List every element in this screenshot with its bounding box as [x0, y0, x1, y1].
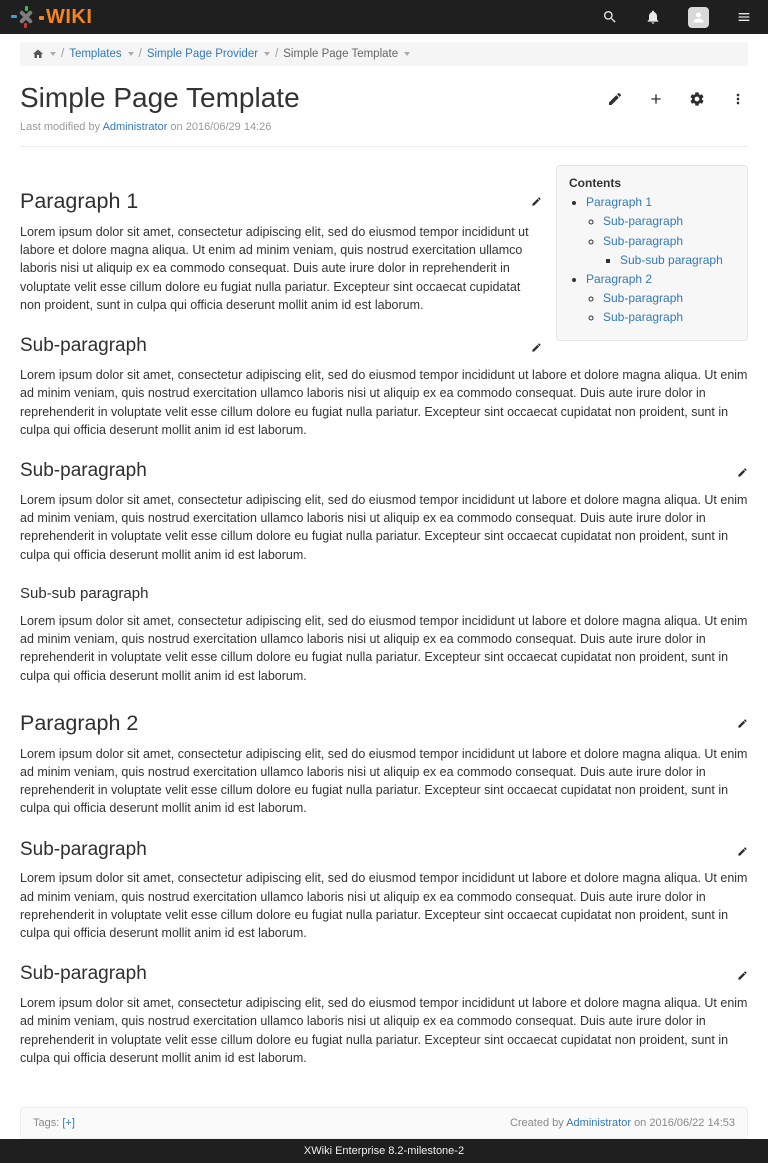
edit-pencil-icon[interactable] [607, 91, 623, 107]
breadcrumb-item-simple-page-provider[interactable]: Simple Page Provider [146, 48, 259, 60]
chevron-down-icon[interactable] [50, 52, 56, 56]
breadcrumb-separator: / [275, 48, 279, 60]
document-content [0, 163, 768, 1080]
home-icon[interactable] [32, 48, 44, 60]
version-footer-bar [0, 1139, 768, 1163]
section-heading-text: Sub-paragraph [20, 963, 147, 985]
section-paragraph-text: Lorem ipsum dolor sit amet, consectetur adipiscing elit, sed do eiusmod tempor incididunt ut labore et dolore magna aliqua. Ut enim ad minim veniam, quis nostrud exercitation ullamco laboris nisi ut aliquip ex ea commodo consequat. Duis aute irure dolor in reprehenderit in voluptate velit esse cillum dolore eu fugiat nulla pariatur. Excepteur sint occaecat cupidatat non proident, sunt in culpa qui officia deserunt mollit anim id est laborum. [20, 224, 529, 312]
last-modified-suffix: on 2016/06/29 14:26 [170, 121, 272, 134]
section-paragraph-text: Lorem ipsum dolor sit amet, consectetur adipiscing elit, sed do eiusmod tempor incididunt ut labore et dolore magna aliqua. Ut enim ad minim veniam, quis nostrud exercitation ullamco laboris nisi ut aliquip ex ea commodo consequat. Duis aute irure dolor in reprehenderit in voluptate velit esse cillum dolore eu fugiat nulla pariatur. Excepteur sint occaecat cupidatat non proident, sunt in culpa qui officia deserunt mollit anim id est laborum. [20, 996, 748, 1065]
toc-link-sub-sub-paragraph[interactable]: Sub-sub paragraph [620, 252, 723, 267]
add-tag-button[interactable]: [+] [62, 1117, 75, 1130]
document-footer [20, 1107, 748, 1139]
section-heading [20, 963, 748, 986]
notifications-bell-icon[interactable] [645, 9, 661, 25]
section-edit-pencil-icon[interactable] [737, 467, 748, 478]
created-by-line [510, 1117, 735, 1129]
search-icon[interactable] [602, 9, 618, 25]
person-icon [691, 10, 706, 25]
xwiki-logo-dash [39, 16, 44, 20]
breadcrumb-separator: / [61, 48, 65, 60]
section-heading-text: Sub-sub paragraph [20, 584, 149, 602]
tags-label: Tags: [33, 1117, 60, 1130]
breadcrumb [20, 42, 748, 66]
section-heading-text: Sub-paragraph [20, 460, 147, 482]
section-paragraph-text: Lorem ipsum dolor sit amet, consectetur adipiscing elit, sed do eiusmod tempor incididunt ut labore et dolore magna aliqua. Ut enim ad minim veniam, quis nostrud exercitation ullamco laboris nisi ut aliquip ex ea commodo consequat. Duis aute irure dolor in reprehenderit in voluptate velit esse cillum dolore eu fugiat nulla pariatur. Excepteur sint occaecat cupidatat non proident, sunt in culpa qui officia deserunt mollit anim id est laborum. [20, 368, 748, 437]
created-suffix: on 2016/06/22 14:53 [634, 1117, 735, 1130]
section-edit-pencil-icon[interactable] [737, 846, 748, 857]
toc-link-sub-paragraph[interactable]: Sub-paragraph [603, 233, 684, 248]
page-header [0, 70, 768, 133]
section-heading [20, 460, 748, 483]
section-edit-pencil-icon[interactable] [737, 718, 748, 729]
section-heading-text: Sub-paragraph [20, 838, 147, 860]
toc-link-sub-paragraph[interactable]: Sub-paragraph [603, 214, 684, 229]
section-paragraph-text: Lorem ipsum dolor sit amet, consectetur adipiscing elit, sed do eiusmod tempor incididunt ut labore et dolore magna aliqua. Ut enim ad minim veniam, quis nostrud exercitation ullamco laboris nisi ut aliquip ex ea commodo consequat. Duis aute irure dolor in reprehenderit in voluptate velit esse cillum dolore eu fugiat nulla pariatur. Excepteur sint occaecat cupidatat non proident, sunt in culpa qui officia deserunt mollit anim id est laborum. [20, 871, 748, 941]
more-actions-icon[interactable] [730, 91, 746, 107]
breadcrumb-separator: / [138, 48, 142, 60]
version-label: XWiki Enterprise 8.2-milestone-2 [303, 1145, 465, 1158]
section-sub-paragraph [20, 963, 748, 1067]
header-divider [20, 146, 748, 147]
section-paragraph-2 [20, 711, 748, 818]
toc-link-sub-paragraph[interactable]: Sub-paragraph [603, 310, 684, 325]
section-sub-paragraph [20, 460, 748, 564]
section-sub-sub-paragraph [20, 585, 748, 685]
last-modified-user-link[interactable]: Administrator [102, 121, 168, 134]
chevron-down-icon[interactable] [264, 52, 270, 56]
created-user-link[interactable]: Administrator [566, 1117, 631, 1130]
last-modified-prefix: Last modified by [20, 121, 101, 134]
section-heading [20, 585, 748, 603]
section-heading [20, 839, 748, 862]
xwiki-logo[interactable] [16, 6, 92, 28]
section-paragraph-text: Lorem ipsum dolor sit amet, consectetur adipiscing elit, sed do eiusmod tempor incididunt ut labore et dolore magna aliqua. Ut enim ad minim veniam, quis nostrud exercitation ullamco laboris nisi ut aliquip ex ea commodo consequat. Duis aute irure dolor in reprehenderit in voluptate velit esse cillum dolore eu fugiat nulla pariatur. Excepteur sint occaecat cupidatat non proident, sunt in culpa qui officia deserunt mollit anim id est laborum. [20, 492, 748, 562]
hamburger-menu-icon[interactable] [736, 9, 752, 25]
toc-title: Contents [569, 176, 621, 191]
section-heading-text: Sub-paragraph [20, 335, 147, 357]
settings-gear-icon[interactable] [689, 91, 705, 107]
section-edit-pencil-icon[interactable] [737, 970, 748, 981]
section-sub-paragraph [20, 335, 748, 439]
section-heading-text: Paragraph 1 [20, 189, 139, 214]
user-avatar[interactable] [688, 7, 709, 28]
toc-link-paragraph-1[interactable]: Paragraph 1 [586, 195, 653, 210]
top-navigation-bar [0, 0, 768, 34]
chevron-down-icon[interactable] [404, 52, 410, 56]
xwiki-logo-text: WIKI [46, 6, 93, 28]
tags-area [33, 1117, 75, 1129]
toc-link-paragraph-2[interactable]: Paragraph 2 [586, 271, 653, 286]
section-sub-paragraph [20, 839, 748, 943]
breadcrumb-item-current: Simple Page Template [283, 48, 399, 60]
created-prefix: Created by [509, 1117, 564, 1130]
breadcrumb-item-templates[interactable]: Templates [69, 48, 122, 60]
page-title: Simple Page Template [20, 82, 300, 113]
page-actions [607, 91, 746, 107]
section-edit-pencil-icon[interactable] [531, 196, 542, 207]
last-modified-line [20, 121, 748, 133]
create-plus-icon[interactable] [648, 91, 664, 107]
section-paragraph-text: Lorem ipsum dolor sit amet, consectetur adipiscing elit, sed do eiusmod tempor incididunt ut labore et dolore magna aliqua. Ut enim ad minim veniam, quis nostrud exercitation ullamco laboris nisi ut aliquip ex ea commodo consequat. Duis aute irure dolor in reprehenderit in voluptate velit esse cillum dolore eu fugiat nulla pariatur. Excepteur sint occaecat cupidatat non proident, sunt in culpa qui officia deserunt mollit anim id est laborum. [20, 613, 748, 683]
section-heading-text: Paragraph 2 [20, 710, 139, 735]
xwiki-logo-x-icon [16, 6, 36, 28]
toc-link-sub-paragraph[interactable]: Sub-paragraph [603, 291, 684, 306]
table-of-contents-panel [556, 165, 748, 340]
section-edit-pencil-icon[interactable] [531, 342, 542, 353]
section-heading [20, 711, 748, 737]
chevron-down-icon[interactable] [128, 52, 134, 56]
section-paragraph-text: Lorem ipsum dolor sit amet, consectetur adipiscing elit, sed do eiusmod tempor incididunt ut labore et dolore magna aliqua. Ut enim ad minim veniam, quis nostrud exercitation ullamco laboris nisi ut aliquip ex ea commodo consequat. Duis aute irure dolor in reprehenderit in voluptate velit esse cillum dolore eu fugiat nulla pariatur. Excepteur sint occaecat cupidatat non proident, sunt in culpa qui officia deserunt mollit anim id est laborum. [20, 746, 748, 816]
